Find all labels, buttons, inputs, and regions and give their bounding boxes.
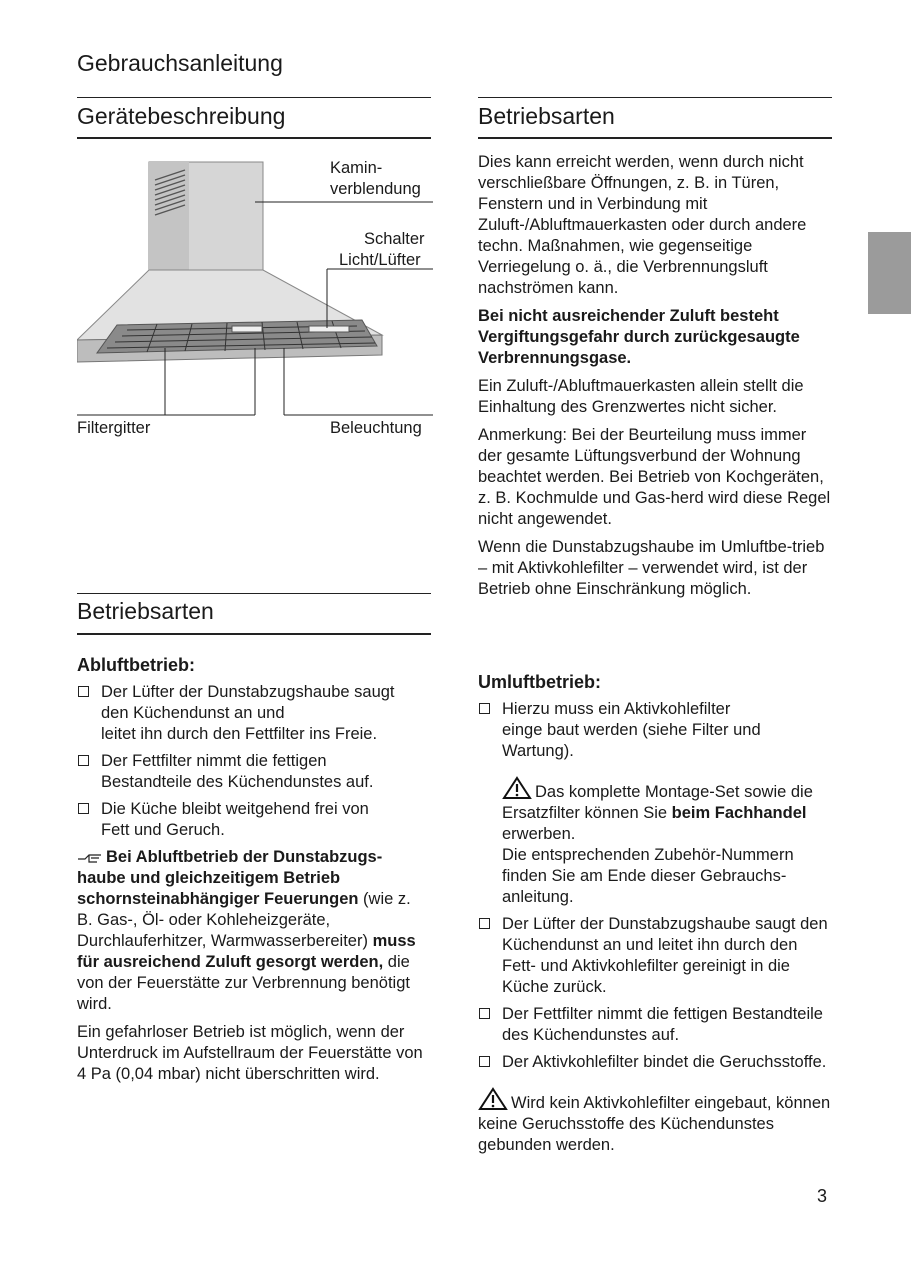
warning-triangle-icon: [478, 1087, 508, 1111]
recirculation-list-2: [478, 914, 832, 1073]
list-item: Der Lüfter der Dunstabzugshaube saugt den Küchendunst an und leitet ihn durch den Fettfilter ins Freie.: [77, 682, 429, 745]
section-tab-marker: [868, 232, 911, 314]
list-item: Der Fettfilter nimmt die fettigen Bestandteile des Küchendunstes auf.: [478, 1004, 832, 1046]
divider: [77, 633, 431, 635]
warning-triangle-icon: [502, 776, 532, 800]
checkbox-bullet-icon: [479, 1008, 490, 1019]
control-panel-icon: [309, 326, 349, 332]
divider: [478, 137, 832, 139]
safe-operation-paragraph: Ein gefahrloser Betrieb ist möglich, wenn der Unterdruck im Aufstellraum der Feuerstätte von 4 Pa (0,04 mbar) nicht überschritten wird.: [77, 1023, 423, 1083]
recirculation-list: [478, 699, 832, 762]
recirculation-section: [478, 672, 832, 1163]
exhaust-note: Bei Abluftbetrieb der Dunstabzugs-haube und gleichzeitigem Betrieb schornsteinabhängiger Feuerungen (wie z. B. Gas-, Öl- oder Kohleheizgeräte, Durchlauferhitzer, Warmwasserbereiter) muss für ausreichend Zuluft gesorgt werden, die von der Feuerstätte zur Verbrennung benötigt wird.: [77, 848, 416, 1013]
paragraph: Anmerkung: Bei der Beurteilung muss immer der gesamte Lüftungsverbund der Wohnung beachtet werden. Bei Betrieb von Kochgeräten, z. B. Kochmulde und Gas-herd wird diese Regel nicht angewendet.: [478, 426, 831, 528]
list-item: Der Fettfilter nimmt die fettigen Bestandteile des Küchendunstes auf.: [77, 751, 429, 793]
label-lighting: Beleuchtung: [330, 419, 422, 437]
exhaust-list: [77, 682, 429, 841]
section-heading-modes-left: Betriebsarten: [77, 598, 214, 624]
divider: [77, 137, 431, 139]
exhaust-heading: Abluftbetrieb:: [77, 655, 195, 675]
paragraph: Wenn die Dunstabzugshaube im Umluftbe-trieb – mit Aktivkohlefilter – verwendet wird, ist der Betrieb ohne Einschränkung möglich.: [478, 538, 825, 598]
label-chimney-1: Kamin-: [330, 159, 383, 177]
label-switch-1: Schalter: [364, 230, 425, 248]
checkbox-bullet-icon: [78, 755, 89, 766]
exhaust-section: [77, 655, 429, 1092]
kit-note: Das komplette Montage-Set sowie die Ersatzfilter können Sie beim Fachhandel erwerben. Die entsprechenden Zubehör-Nummern finden Sie am Ende dieser Gebrauchs-anleitung.: [478, 776, 832, 908]
checkbox-bullet-icon: [78, 803, 89, 814]
list-item: Die Küche bleibt weitgehend frei von Fett und Geruch.: [77, 799, 429, 841]
paragraph: Dies kann erreicht werden, wenn durch nicht verschließbare Öffnungen, z. B. in Türen, Fenstern und in Verbindung mit Zuluft-/Abluftmauerkasten oder durch andere techn. Maßnahmen, wie gegenseitige Verriegelung o. ä., die Verbrennungsluft nachströmen kann.: [478, 153, 807, 297]
checkbox-bullet-icon: [479, 703, 490, 714]
checkbox-bullet-icon: [479, 918, 490, 929]
recirculation-heading: Umluftbetrieb:: [478, 672, 601, 692]
section-heading-modes-right: Betriebsarten: [478, 103, 615, 129]
divider: [77, 593, 431, 594]
section-heading-device: Gerätebeschreibung: [77, 103, 286, 129]
pointing-hand-icon: [77, 851, 103, 865]
divider: [478, 97, 832, 98]
label-filter: Filtergitter: [77, 419, 151, 437]
paragraph: Ein Zuluft-/Abluftmauerkasten allein stellt die Einhaltung des Grenzwertes nicht sicher.: [478, 377, 804, 416]
warning-paragraph: Bei nicht ausreichender Zuluft besteht Vergiftungsgefahr durch zurückgesaugte Verbrennungsgase.: [478, 307, 800, 367]
list-item: Der Lüfter der Dunstabzugshaube saugt den Küchendunst an und leitet ihn durch den Fett- und Aktivkohlefilter gereinigt in die Küche zurück.: [478, 914, 832, 998]
final-warning: Wird kein Aktivkohlefilter eingebaut, können keine Geruchsstoffe des Küchendunstes gebunden werden.: [478, 1087, 832, 1156]
document-title: Gebrauchsanleitung: [77, 50, 283, 76]
list-item: Hierzu muss ein Aktivkohlefilter einge baut werden (siehe Filter und Wartung).: [478, 699, 832, 762]
page-number: 3: [817, 1186, 828, 1206]
label-switch-2: Licht/Lüfter: [339, 251, 421, 269]
list-item: Der Aktivkohlefilter bindet die Geruchsstoffe.: [478, 1052, 832, 1073]
light-icon: [232, 326, 262, 332]
label-chimney-2: verblendung: [330, 180, 421, 198]
checkbox-bullet-icon: [479, 1056, 490, 1067]
checkbox-bullet-icon: [78, 686, 89, 697]
ventilation-text: [478, 152, 832, 607]
divider: [77, 97, 431, 98]
